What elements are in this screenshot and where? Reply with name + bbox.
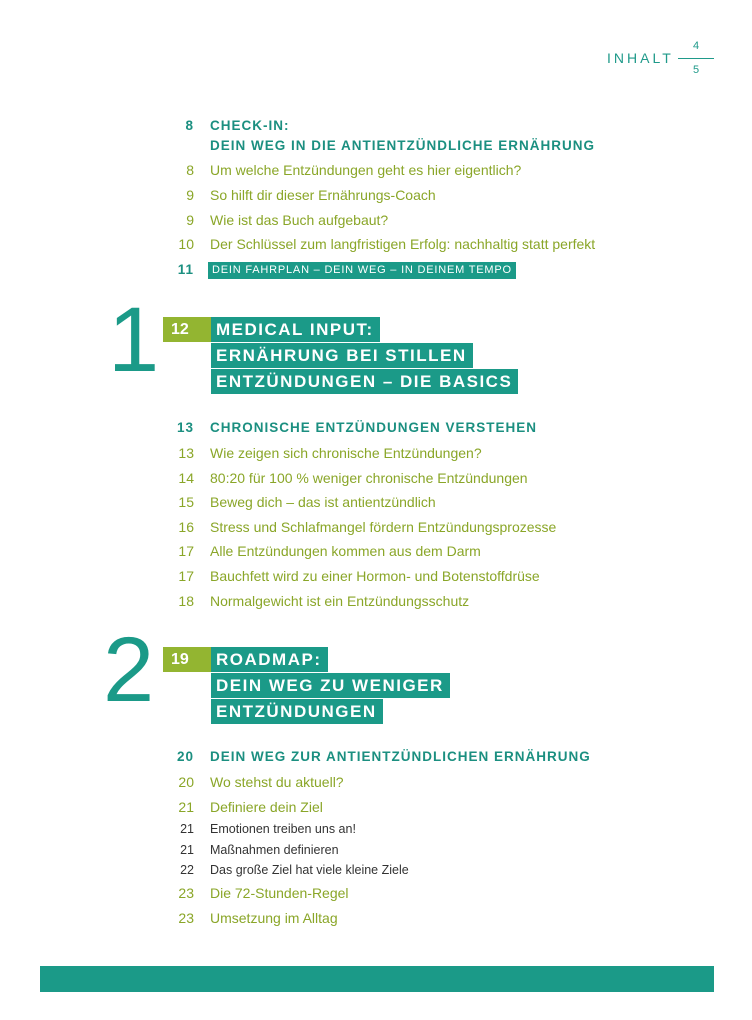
page-ref: 16: [178, 519, 194, 535]
chapter-title-line[interactable]: DEIN WEG ZU WENIGER: [211, 673, 450, 698]
entry-title: Definiere dein Ziel: [210, 799, 323, 815]
page-ref: 11: [177, 262, 194, 277]
footer-bar: [40, 966, 714, 992]
page-ref: 23: [178, 885, 194, 901]
entry-title: So hilft dir dieser Ernährungs-Coach: [210, 187, 436, 203]
page-number-right: 5: [692, 64, 700, 76]
chapter-title-line[interactable]: MEDICAL INPUT:: [211, 317, 380, 342]
page-number-left: 4: [692, 40, 700, 52]
page-ref: 20: [176, 749, 194, 764]
page-ref: 21: [180, 822, 194, 836]
chapter-page-ref: 12: [163, 317, 211, 342]
entry-title: Umsetzung im Alltag: [210, 910, 338, 926]
chapter-page-ref: 19: [163, 647, 211, 672]
entry-title: Um welche Entzündungen geht es hier eigentlich?: [210, 162, 522, 178]
chapter-number-1: 1: [108, 289, 160, 391]
entry-title: Beweg dich – das ist antientzündlich: [210, 494, 436, 510]
page-ref: 9: [186, 212, 194, 228]
entry-title: Normalgewicht ist ein Entzündungsschutz: [210, 593, 470, 609]
page-ref: 10: [178, 236, 194, 252]
section-title: CHECK-IN:: [210, 118, 290, 133]
entry-title: Alle Entzündungen kommen aus dem Darm: [210, 543, 481, 559]
entry-title: Die 72-Stunden-Regel: [210, 885, 349, 901]
entry-title: Bauchfett wird zu einer Hormon- und Botenstoffdrüse: [210, 568, 540, 584]
page-ref: 17: [178, 568, 194, 584]
page-ref: 15: [178, 494, 194, 510]
section-title: DEIN WEG ZUR ANTIENTZÜNDLICHEN ERNÄHRUNG: [210, 749, 591, 764]
page-ref: 13: [178, 445, 194, 461]
section-label: INHALT: [607, 50, 674, 66]
entry-title: Wo stehst du aktuell?: [210, 774, 344, 790]
section-title: DEIN WEG IN DIE ANTIENTZÜNDLICHE ERNÄHRUNG: [210, 138, 595, 153]
page-ref: 8: [186, 162, 194, 178]
page-ref: 17: [178, 543, 194, 559]
entry-title: Stress und Schlafmangel fördern Entzündungsprozesse: [210, 519, 557, 535]
page-ref: 13: [176, 420, 194, 435]
page-ref: 14: [178, 470, 194, 486]
entry-title: Das große Ziel hat viele kleine Ziele: [210, 863, 409, 877]
page-ref: 23: [178, 910, 194, 926]
entry-title: 80:20 für 100 % weniger chronische Entzündungen: [210, 470, 528, 486]
chapter-title-line[interactable]: ENTZÜNDUNGEN – DIE BASICS: [211, 369, 518, 394]
entry-title: Maßnahmen definieren: [210, 843, 339, 857]
page-ref: 18: [178, 593, 194, 609]
entry-title: Der Schlüssel zum langfristigen Erfolg: nachhaltig statt perfekt: [210, 236, 596, 252]
entry-title: Emotionen treiben uns an!: [210, 822, 356, 836]
page-ref: 20: [178, 774, 194, 790]
chapter-title-line[interactable]: ENTZÜNDUNGEN: [211, 699, 383, 724]
chapter-title-line[interactable]: ROADMAP:: [211, 647, 328, 672]
page-ref: 21: [178, 799, 194, 815]
page-ref: 21: [180, 843, 194, 857]
page-ref: 8: [185, 118, 194, 133]
section-title: CHRONISCHE ENTZÜNDUNGEN VERSTEHEN: [210, 420, 538, 435]
entry-title: Wie zeigen sich chronische Entzündungen?: [210, 445, 482, 461]
chapter-number-2: 2: [103, 619, 155, 721]
fahrplan-highlight[interactable]: DEIN FAHRPLAN – DEIN WEG – IN DEINEM TEMPO: [208, 262, 516, 279]
entry-title: Wie ist das Buch aufgebaut?: [210, 212, 389, 228]
page-number-divider: [678, 58, 714, 59]
page-ref: 22: [180, 863, 194, 877]
chapter-title-line[interactable]: ERNÄHRUNG BEI STILLEN: [211, 343, 473, 368]
page-ref: 9: [186, 187, 194, 203]
